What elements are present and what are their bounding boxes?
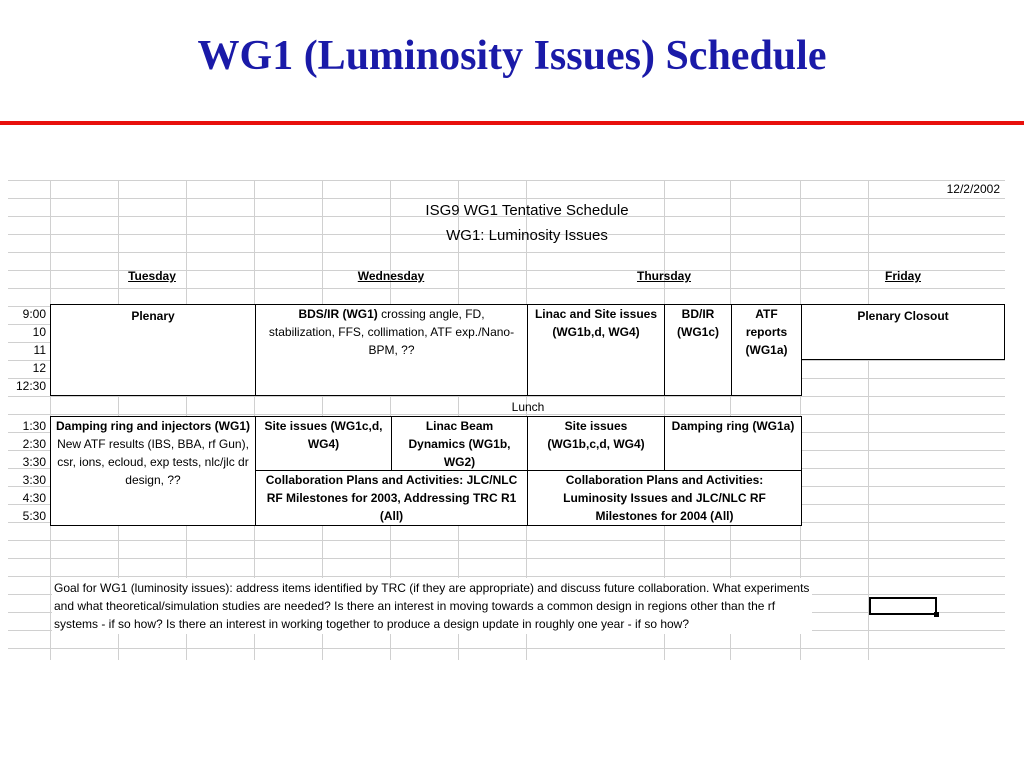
day-thursday: Thursday bbox=[636, 269, 691, 283]
date-cell[interactable]: 12/2/2002 bbox=[946, 182, 1000, 196]
time-label: 11 bbox=[33, 343, 46, 357]
session-text: Site issues (WG1b,c,d, WG4) bbox=[547, 419, 645, 451]
schedule-subheading: WG1: Luminosity Issues bbox=[446, 227, 608, 244]
spreadsheet bbox=[8, 180, 1005, 660]
session-text: Linac Beam Dynamics (WG1b, WG2) bbox=[408, 419, 511, 469]
goal-note[interactable]: Goal for WG1 (luminosity issues): address items identified by TRC (if they are appropriate) and discuss future collaboration. What experiments and what theoretical/simulation studies are needed? Is there an interest in moving towards a common design in regions other than the rf systems - if so how? Is there an interest in working together to produce a design update in roughly one year - if so how? bbox=[52, 578, 812, 634]
time-label: 9:00 bbox=[22, 307, 46, 321]
day-tuesday: Tuesday bbox=[128, 269, 176, 283]
session-tue-damping-ring[interactable] bbox=[50, 416, 256, 526]
session-thu-site-issues[interactable] bbox=[527, 416, 665, 471]
session-text: Plenary Closout bbox=[857, 309, 949, 323]
session-thu-collaboration[interactable] bbox=[527, 470, 802, 526]
title-divider bbox=[0, 121, 1024, 125]
session-text: BD/IR (WG1c) bbox=[677, 307, 719, 339]
day-friday: Friday bbox=[884, 269, 921, 283]
session-thu-damping-ring[interactable] bbox=[664, 416, 802, 471]
session-text: Linac and Site issues (WG1b,d, WG4) bbox=[534, 307, 658, 339]
time-label: 10 bbox=[32, 325, 46, 339]
selected-cell[interactable] bbox=[869, 597, 937, 615]
session-text: New ATF results (IBS, BBA, rf Gun), csr, ions, ecloud, exp tests, nlc/jlc dr design, ?? bbox=[57, 437, 249, 487]
session-text: Collaboration Plans and Activities: Luminosity Issues and JLC/NLC RF Milestones for 2004 (All) bbox=[563, 473, 766, 523]
time-label: 12 bbox=[32, 361, 46, 375]
time-label: 5:30 bbox=[22, 509, 46, 523]
session-title: Damping ring and injectors (WG1) bbox=[55, 419, 250, 433]
session-thu-atf[interactable] bbox=[731, 304, 802, 396]
session-thu-bdir[interactable] bbox=[664, 304, 732, 396]
session-text: Collaboration Plans and Activities: JLC/NLC RF Milestones for 2003, Addressing TRC R1 (All) bbox=[265, 473, 518, 523]
time-label: 2:30 bbox=[22, 437, 46, 451]
session-tue-plenary[interactable] bbox=[50, 304, 256, 396]
session-wed-site-issues[interactable] bbox=[255, 416, 392, 471]
session-title: BDS/IR (WG1) bbox=[298, 307, 378, 321]
session-text: crossing angle, FD, stabilization, FFS, collimation, ATF exp./Nano-BPM, ?? bbox=[268, 307, 515, 357]
session-thu-linac-site[interactable] bbox=[527, 304, 665, 396]
slide-title: WG1 (Luminosity Issues) Schedule bbox=[197, 33, 827, 79]
schedule-heading: ISG9 WG1 Tentative Schedule bbox=[425, 202, 629, 219]
session-text: Plenary bbox=[131, 309, 175, 323]
session-wed-bdsir[interactable] bbox=[255, 304, 528, 396]
session-text: ATF reports (WG1a) bbox=[745, 307, 788, 357]
day-wednesday: Wednesday bbox=[357, 269, 425, 283]
time-label: 1:30 bbox=[22, 419, 46, 433]
session-wed-collaboration[interactable] bbox=[255, 470, 528, 526]
time-label: 12:30 bbox=[15, 379, 46, 393]
session-text: Damping ring (WG1a) bbox=[671, 419, 795, 433]
lunch-label: Lunch bbox=[511, 400, 545, 414]
session-text: Site issues (WG1c,d, WG4) bbox=[264, 419, 383, 451]
session-wed-linac-beam[interactable] bbox=[391, 416, 528, 471]
session-fri-closeout[interactable] bbox=[801, 304, 1005, 360]
time-label: 4:30 bbox=[22, 491, 46, 505]
time-label: 3:30 bbox=[22, 455, 46, 469]
time-label: 3:30 bbox=[22, 473, 46, 487]
fill-handle[interactable] bbox=[934, 612, 939, 617]
